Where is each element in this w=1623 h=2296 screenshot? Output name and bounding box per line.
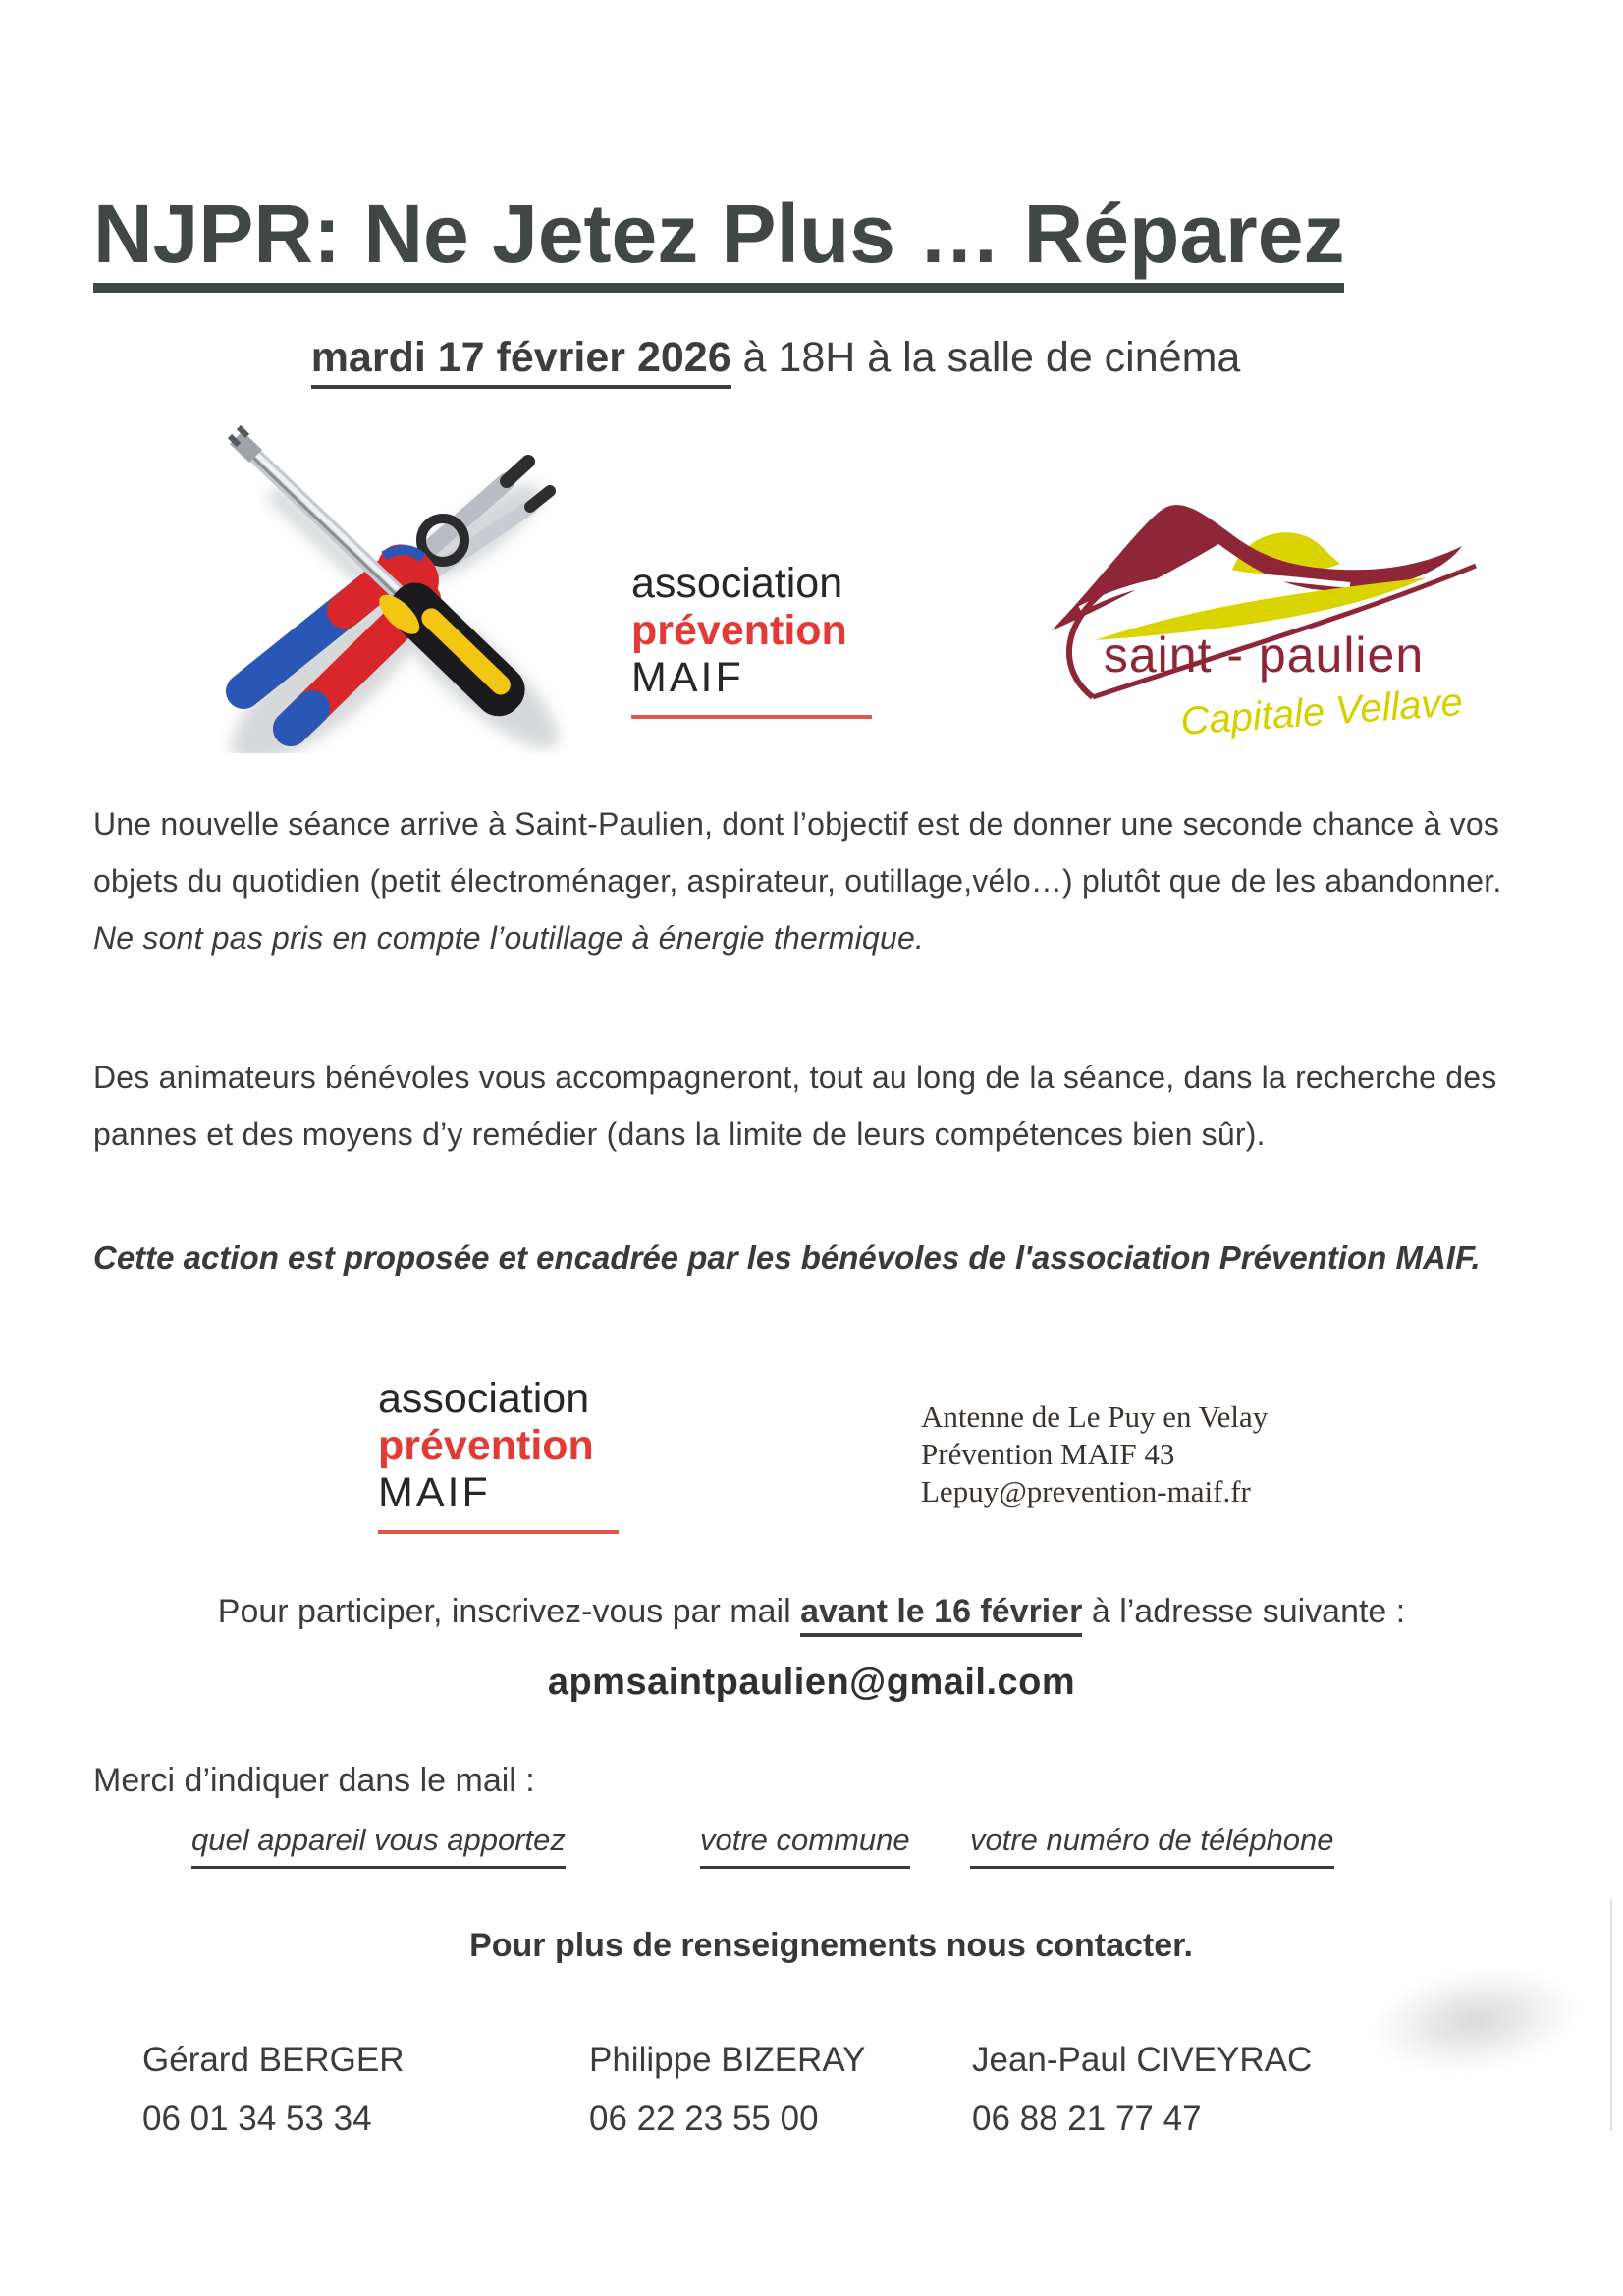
antenne-line2: Prévention MAIF 43 <box>921 1437 1175 1471</box>
tools-icon <box>145 424 568 753</box>
signup-email: apmsaintpaulien@gmail.com <box>547 1662 1076 1703</box>
maif-logo-prevention: prévention <box>631 607 847 654</box>
scan-edge-line <box>1610 1900 1612 2131</box>
contact-heading: Pour plus de renseignements nous contacter. <box>469 1927 1193 1964</box>
maif-logo-maif: MAIF <box>631 654 744 701</box>
event-date <box>0 334 1551 389</box>
contact-name: Philippe BIZERAY <box>589 2041 866 2079</box>
event-date-bold: mardi 17 février 2026 <box>311 334 731 389</box>
antenne-line1: Antenne de Le Puy en Velay <box>921 1399 1269 1434</box>
saint-paulien-tagline: Capitale Vellave <box>1179 681 1465 744</box>
mail-item-phone: votre numéro de téléphone <box>970 1823 1334 1869</box>
contact-phone: 06 22 23 55 00 <box>589 2100 819 2138</box>
contact-phone: 06 01 34 53 34 <box>142 2100 372 2138</box>
contact-card <box>589 2031 865 2149</box>
maif-logo-prevention: prévention <box>378 1422 594 1469</box>
page-title-text: NJPR: Ne Jetez Plus … Réparez <box>93 192 1344 293</box>
mail-instructions-heading: Merci d’indiquer dans le mail : <box>93 1762 535 1799</box>
mail-item-device: quel appareil vous apportez <box>191 1823 566 1869</box>
saint-paulien-name: saint - paulien <box>1103 628 1425 683</box>
contact-phone: 06 88 21 77 47 <box>972 2100 1202 2138</box>
antenne-email: Lepuy@prevention-maif.fr <box>921 1474 1251 1508</box>
contact-name: Jean-Paul CIVEYRAC <box>972 2041 1313 2079</box>
page-title <box>93 188 1345 293</box>
saint-paulien-logo <box>1036 483 1488 763</box>
contact-card <box>142 2031 404 2149</box>
participation-deadline: avant le 16 février <box>800 1593 1082 1637</box>
intro-paragraph-note: Ne sont pas pris en compte l’outillage à énergie thermique. <box>93 920 925 956</box>
contact-name: Gérard BERGER <box>142 2041 405 2079</box>
antenne-block <box>921 1398 1268 1510</box>
scan-smudge <box>1364 1955 1588 2087</box>
maif-logo-association: association <box>378 1375 590 1422</box>
maif-logo-bottom <box>378 1375 623 1534</box>
maif-note-paragraph: Cette action est proposée et encadrée par les bénévoles de l'association Prévention MAIF. <box>93 1239 1481 1276</box>
contact-card <box>972 2031 1312 2149</box>
maif-logo-maif: MAIF <box>378 1469 491 1516</box>
participation-after: à l’adresse suivante : <box>1082 1593 1406 1630</box>
mail-item-commune: votre commune <box>700 1823 910 1869</box>
maif-logo-association: association <box>631 560 843 607</box>
maif-logo-top <box>631 560 877 719</box>
maif-logo-underline <box>378 1530 619 1534</box>
participation-line <box>0 1593 1623 1637</box>
volunteers-paragraph: Des animateurs bénévoles vous accompagneront, tout au long de la séance, dans la recherche des pannes et des moyens d’y remédier (dans la limite de leurs compétences bien sûr). <box>93 1060 1497 1152</box>
participation-before: Pour participer, inscrivez-vous par mail <box>217 1593 801 1630</box>
intro-paragraph-main: Une nouvelle séance arrive à Saint-Paulien, dont l’objectif est de donner une seconde chance à vos objets du quotidien (petit électroménager, aspirateur, outillage,vélo…) plutôt que de les abandonner. <box>93 806 1502 899</box>
event-date-rest: à 18H à la salle de cinéma <box>730 334 1241 381</box>
maif-logo-underline <box>631 715 872 719</box>
intro-paragraph <box>93 795 1519 966</box>
